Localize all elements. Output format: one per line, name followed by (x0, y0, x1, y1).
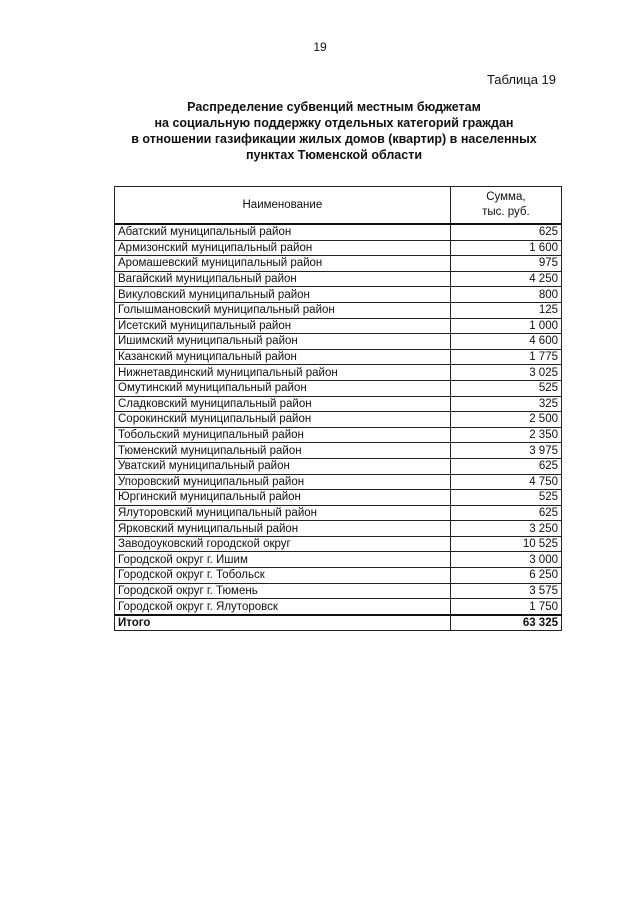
row-value: 975 (450, 256, 561, 272)
row-name: Абатский муниципальный район (115, 224, 451, 240)
row-value: 325 (450, 396, 561, 412)
row-value: 3 575 (450, 583, 561, 599)
table-row (115, 412, 562, 428)
table-row (115, 365, 562, 381)
row-name: Заводоуковский городской округ (115, 536, 451, 552)
row-value: 2 350 (450, 427, 561, 443)
row-value: 125 (450, 302, 561, 318)
title-line: в отношении газификации жилых домов (квартир) в населенных (131, 132, 537, 146)
row-value: 4 750 (450, 474, 561, 490)
row-value: 800 (450, 287, 561, 303)
row-name: Нижнетавдинский муниципальный район (115, 365, 451, 381)
row-name: Городской округ г. Ишим (115, 552, 451, 568)
row-value: 3 025 (450, 365, 561, 381)
table-header-row (115, 187, 562, 225)
table-row (115, 599, 562, 615)
table-row (115, 318, 562, 334)
row-value: 1 600 (450, 240, 561, 256)
header-name: Наименование (115, 187, 451, 225)
header-sum-line2: тыс. руб. (482, 206, 530, 218)
row-value: 2 500 (450, 412, 561, 428)
table-row (115, 224, 562, 240)
table-row (115, 240, 562, 256)
row-value: 4 600 (450, 334, 561, 350)
row-value: 625 (450, 224, 561, 240)
table-row (115, 568, 562, 584)
row-value: 625 (450, 458, 561, 474)
header-sum (450, 187, 561, 225)
row-name: Городской округ г. Тюмень (115, 583, 451, 599)
row-value: 10 525 (450, 536, 561, 552)
row-value: 525 (450, 380, 561, 396)
row-name: Аромашевский муниципальный район (115, 256, 451, 272)
table-row (115, 552, 562, 568)
row-value: 3 975 (450, 443, 561, 459)
row-name: Тобольский муниципальный район (115, 427, 451, 443)
row-name: Ялуторовский муниципальный район (115, 505, 451, 521)
row-name: Упоровский муниципальный район (115, 474, 451, 490)
table-row (115, 458, 562, 474)
table-row (115, 490, 562, 506)
row-value: 1 750 (450, 599, 561, 615)
row-value: 625 (450, 505, 561, 521)
row-name: Сорокинский муниципальный район (115, 412, 451, 428)
row-name: Голышмановский муниципальный район (115, 302, 451, 318)
row-name: Городской округ г. Тобольск (115, 568, 451, 584)
table-row (115, 302, 562, 318)
row-name: Казанский муниципальный район (115, 349, 451, 365)
row-name: Омутинский муниципальный район (115, 380, 451, 396)
row-name: Вагайский муниципальный район (115, 271, 451, 287)
subvention-table (114, 186, 562, 631)
row-name: Ярковский муниципальный район (115, 521, 451, 537)
row-name: Армизонский муниципальный район (115, 240, 451, 256)
row-value: 1 775 (450, 349, 561, 365)
table-label: Таблица 19 (486, 72, 556, 87)
row-value: 4 250 (450, 271, 561, 287)
table-row (115, 443, 562, 459)
row-name: Ишимский муниципальный район (115, 334, 451, 350)
table-row (115, 287, 562, 303)
table-row (115, 521, 562, 537)
row-value: 1 000 (450, 318, 561, 334)
row-name: Тюменский муниципальный район (115, 443, 451, 459)
header-sum-line1: Сумма, (486, 191, 526, 203)
title-line: Распределение субвенций местным бюджетам (187, 100, 481, 114)
row-value: 525 (450, 490, 561, 506)
table-row (115, 505, 562, 521)
table-row (115, 334, 562, 350)
row-name: Викуловский муниципальный район (115, 287, 451, 303)
row-name: Исетский муниципальный район (115, 318, 451, 334)
total-value: 63 325 (450, 615, 561, 631)
table-row (115, 536, 562, 552)
table-row (115, 380, 562, 396)
title-line: пунктах Тюменской области (245, 148, 423, 162)
document-title (100, 99, 568, 163)
table-row (115, 427, 562, 443)
row-value: 6 250 (450, 568, 561, 584)
title-line: на социальную поддержку отдельных категорий граждан (154, 116, 514, 130)
table-row (115, 349, 562, 365)
table-row (115, 396, 562, 412)
row-name: Городской округ г. Ялуторовск (115, 599, 451, 615)
table-row (115, 271, 562, 287)
total-label: Итого (115, 615, 451, 631)
table-body (115, 224, 562, 615)
row-name: Уватский муниципальный район (115, 458, 451, 474)
total-row (115, 615, 562, 631)
page-number: 19 (313, 40, 327, 54)
row-name: Юргинский муниципальный район (115, 490, 451, 506)
row-name: Сладковский муниципальный район (115, 396, 451, 412)
row-value: 3 000 (450, 552, 561, 568)
table-row (115, 256, 562, 272)
row-value: 3 250 (450, 521, 561, 537)
table-row (115, 583, 562, 599)
table-row (115, 474, 562, 490)
